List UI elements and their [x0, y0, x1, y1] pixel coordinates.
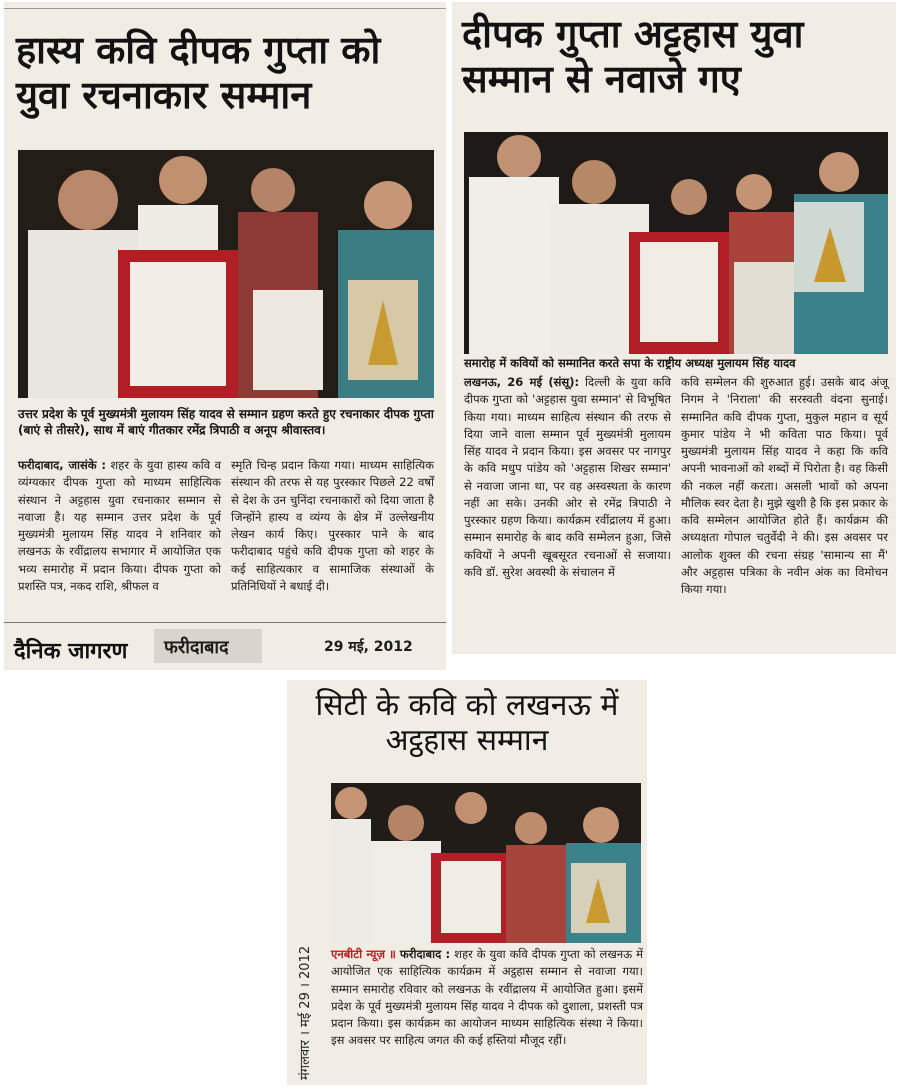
clipping-nbt: [287, 680, 647, 1085]
article-column-1: [18, 457, 221, 595]
newspaper-name: दैनिक जागरण: [14, 639, 128, 664]
publication-date: 29 मई, 2012: [324, 639, 413, 655]
article-text: शहर के युवा कवि दीपक गुप्ता को लखनऊ में आयोजित एक साहित्यिक कार्यक्रम में अट्ठहास सम्मान से नवाजा गया। सम्मान समारोह रविवार को लखनऊ के रवींद्रालय में आयोजित हुआ। इसमें प्रदेश के पूर्व मुख्यमंत्री मुलायम सिंह यादव ने दीपक को दुशाला, प्रशस्ती पत्र प्रदान किया। इस कार्यक्रम का आयोजन माध्यम साहित्यिक संस्था ने किया। इस अवसर पर साहित्य जगत की कई हस्तियां मौजूद रहीं।: [331, 947, 644, 1048]
column-text: दिल्ली के युवा कवि दीपक गुप्ता को 'अट्टहास युवा सम्मान' से विभूषित किया गया। माध्यम साहित्य संस्थान की तरफ से दिया जाने वाला सम्मान पूर्व मुख्यमंत्री मुलायम सिंह यादव ने प्रदान किया। इस अवसर पर नागपुर के कवि मधुप पांडेय को 'अट्टहास शिखर सम्मान' से नवाजा जाना था, पर वह अस्वस्थता के कारण नहीं आ सके। उनकी ओर से रमेंद्र त्रिपाठी ने पुरस्कार ग्रहण किया। कार्यक्रम रवींद्रालय में हुआ। सम्मान समारोह के बाद कवि सम्मेलन हुआ, जिसे कवियों ने अपनी खूबसूरत रचनाओं से सजाया। कवि डॉ. सुरेश अवस्थी के संचालन में: [464, 375, 671, 579]
award-ceremony-photo: [464, 132, 888, 354]
article-column-2: स्मृति चिन्ह प्रदान किया गया। माध्यम साहित्यिक संस्थान की तरफ से यह पुरस्कार पिछले 22 वर्षों से देश के उन चुनिंदा रचनाकारों को दिया जाता है जिन्होंने हास्य व व्यंग्य के क्षेत्र में उल्लेखनीय लेखन कार्य किए। पुरस्कार पाने के बाद फरीदाबाद पहुंचे कवि दीपक गुप्ता को शहर के कई साहित्यकार व सामाजिक संस्थाओं के प्रतिनिधियों ने बधाई दी।: [231, 458, 434, 593]
city-label: फरीदाबाद: [164, 637, 229, 658]
clipping-top-border: [4, 2, 446, 9]
dateline: लखनऊ, 26 मई (संसू):: [464, 375, 580, 389]
photo-caption: समारोह में कवियों को सम्मानित करते सपा के राष्ट्रीय अध्यक्ष मुलायम सिंह यादव: [464, 356, 796, 370]
side-date-strip: [289, 910, 319, 1080]
headline: सिटी के कवि को लखनऊ में अट्ठहास सम्मान: [315, 688, 619, 759]
article-body: [464, 374, 888, 598]
dateline: फरीदाबाद :: [399, 947, 451, 961]
award-ceremony-photo: [18, 150, 434, 398]
headline: हास्य कवि दीपक गुप्ता को युवा रचनाकार सम्मान: [16, 28, 381, 117]
newspaper-masthead: [4, 622, 446, 670]
article-column-1: [464, 374, 671, 598]
photo-caption: उत्तर प्रदेश के पूर्व मुख्यमंत्री मुलायम सिंह यादव से सम्मान ग्रहण करते हुए रचनाकार दीपक गुप्ता (बाएं से तीसरे), साथ में बाएं गीतकार रमेंद्र त्रिपाठी व अनूप श्रीवास्तव।: [18, 407, 434, 438]
article-body: [331, 946, 643, 1050]
source-separator: ॥: [389, 947, 396, 961]
column-text: शहर के युवा हास्य कवि व व्यंग्यकार दीपक गुप्ता को माध्यम साहित्यिक संस्थान ने अट्टहास युवा रचनाकार सम्मान से नवाजा है। यह सम्मान उत्तर प्रदेश के पूर्व मुख्यमंत्री मुलायम सिंह यादव ने शनिवार को लखनऊ के रवींद्रालय सभागार में आयोजित एक भव्य समारोह में प्रदान किया। दीपक गुप्ता को प्रशस्ति पत्र, नकद राशि, श्रीफल व: [18, 458, 221, 593]
side-date: मंगलवार । मई 29 । 2012: [298, 945, 313, 1080]
dateline: फरीदाबाद, जासंके :: [18, 458, 106, 472]
photo-illustration: [464, 132, 888, 354]
news-source: एनबीटी न्यूज़: [331, 947, 385, 961]
photo-illustration: [331, 783, 641, 943]
photo-illustration: [18, 150, 434, 398]
city-box: [154, 629, 262, 663]
article-body: [18, 457, 434, 595]
headline: दीपक गुप्ता अट्टहास युवा सम्मान से नवाजे गए: [462, 12, 804, 101]
clipping-dainik-jagran: [4, 2, 446, 670]
clipping-lucknow: [452, 2, 896, 654]
article-column-2: कवि सम्मेलन की शुरुआत हुई। उसके बाद अंजू निगम ने 'निराला' की सरस्वती वंदना सुनाई। सम्मानित कवि दीपक गुप्ता, मुकुल महान व सूर्य कुमार पांडेय ने भी कविता पाठ किया। पूर्व मुख्यमंत्री मुलायम सिंह यादव ने कहा कि कवि अपनी भावनाओं को शब्दों में पिरोता है। वह किसी की नकल नहीं करता। असली भावों को अपना मौलिक स्वर देता है। मुझे खुशी है कि इस प्रकार के कवि सम्मेलन आयोजित होते हैं। कार्यक्रम की अध्यक्षता गोपाल चतुर्वेदी ने की। इस अवसर पर आलोक शुक्ल की रचना संग्रह 'सामान्य सा मैं' और अट्टहास पत्रिका के नवीन अंक का विमोचन किया गया।: [681, 375, 888, 596]
award-ceremony-photo: [331, 783, 641, 943]
